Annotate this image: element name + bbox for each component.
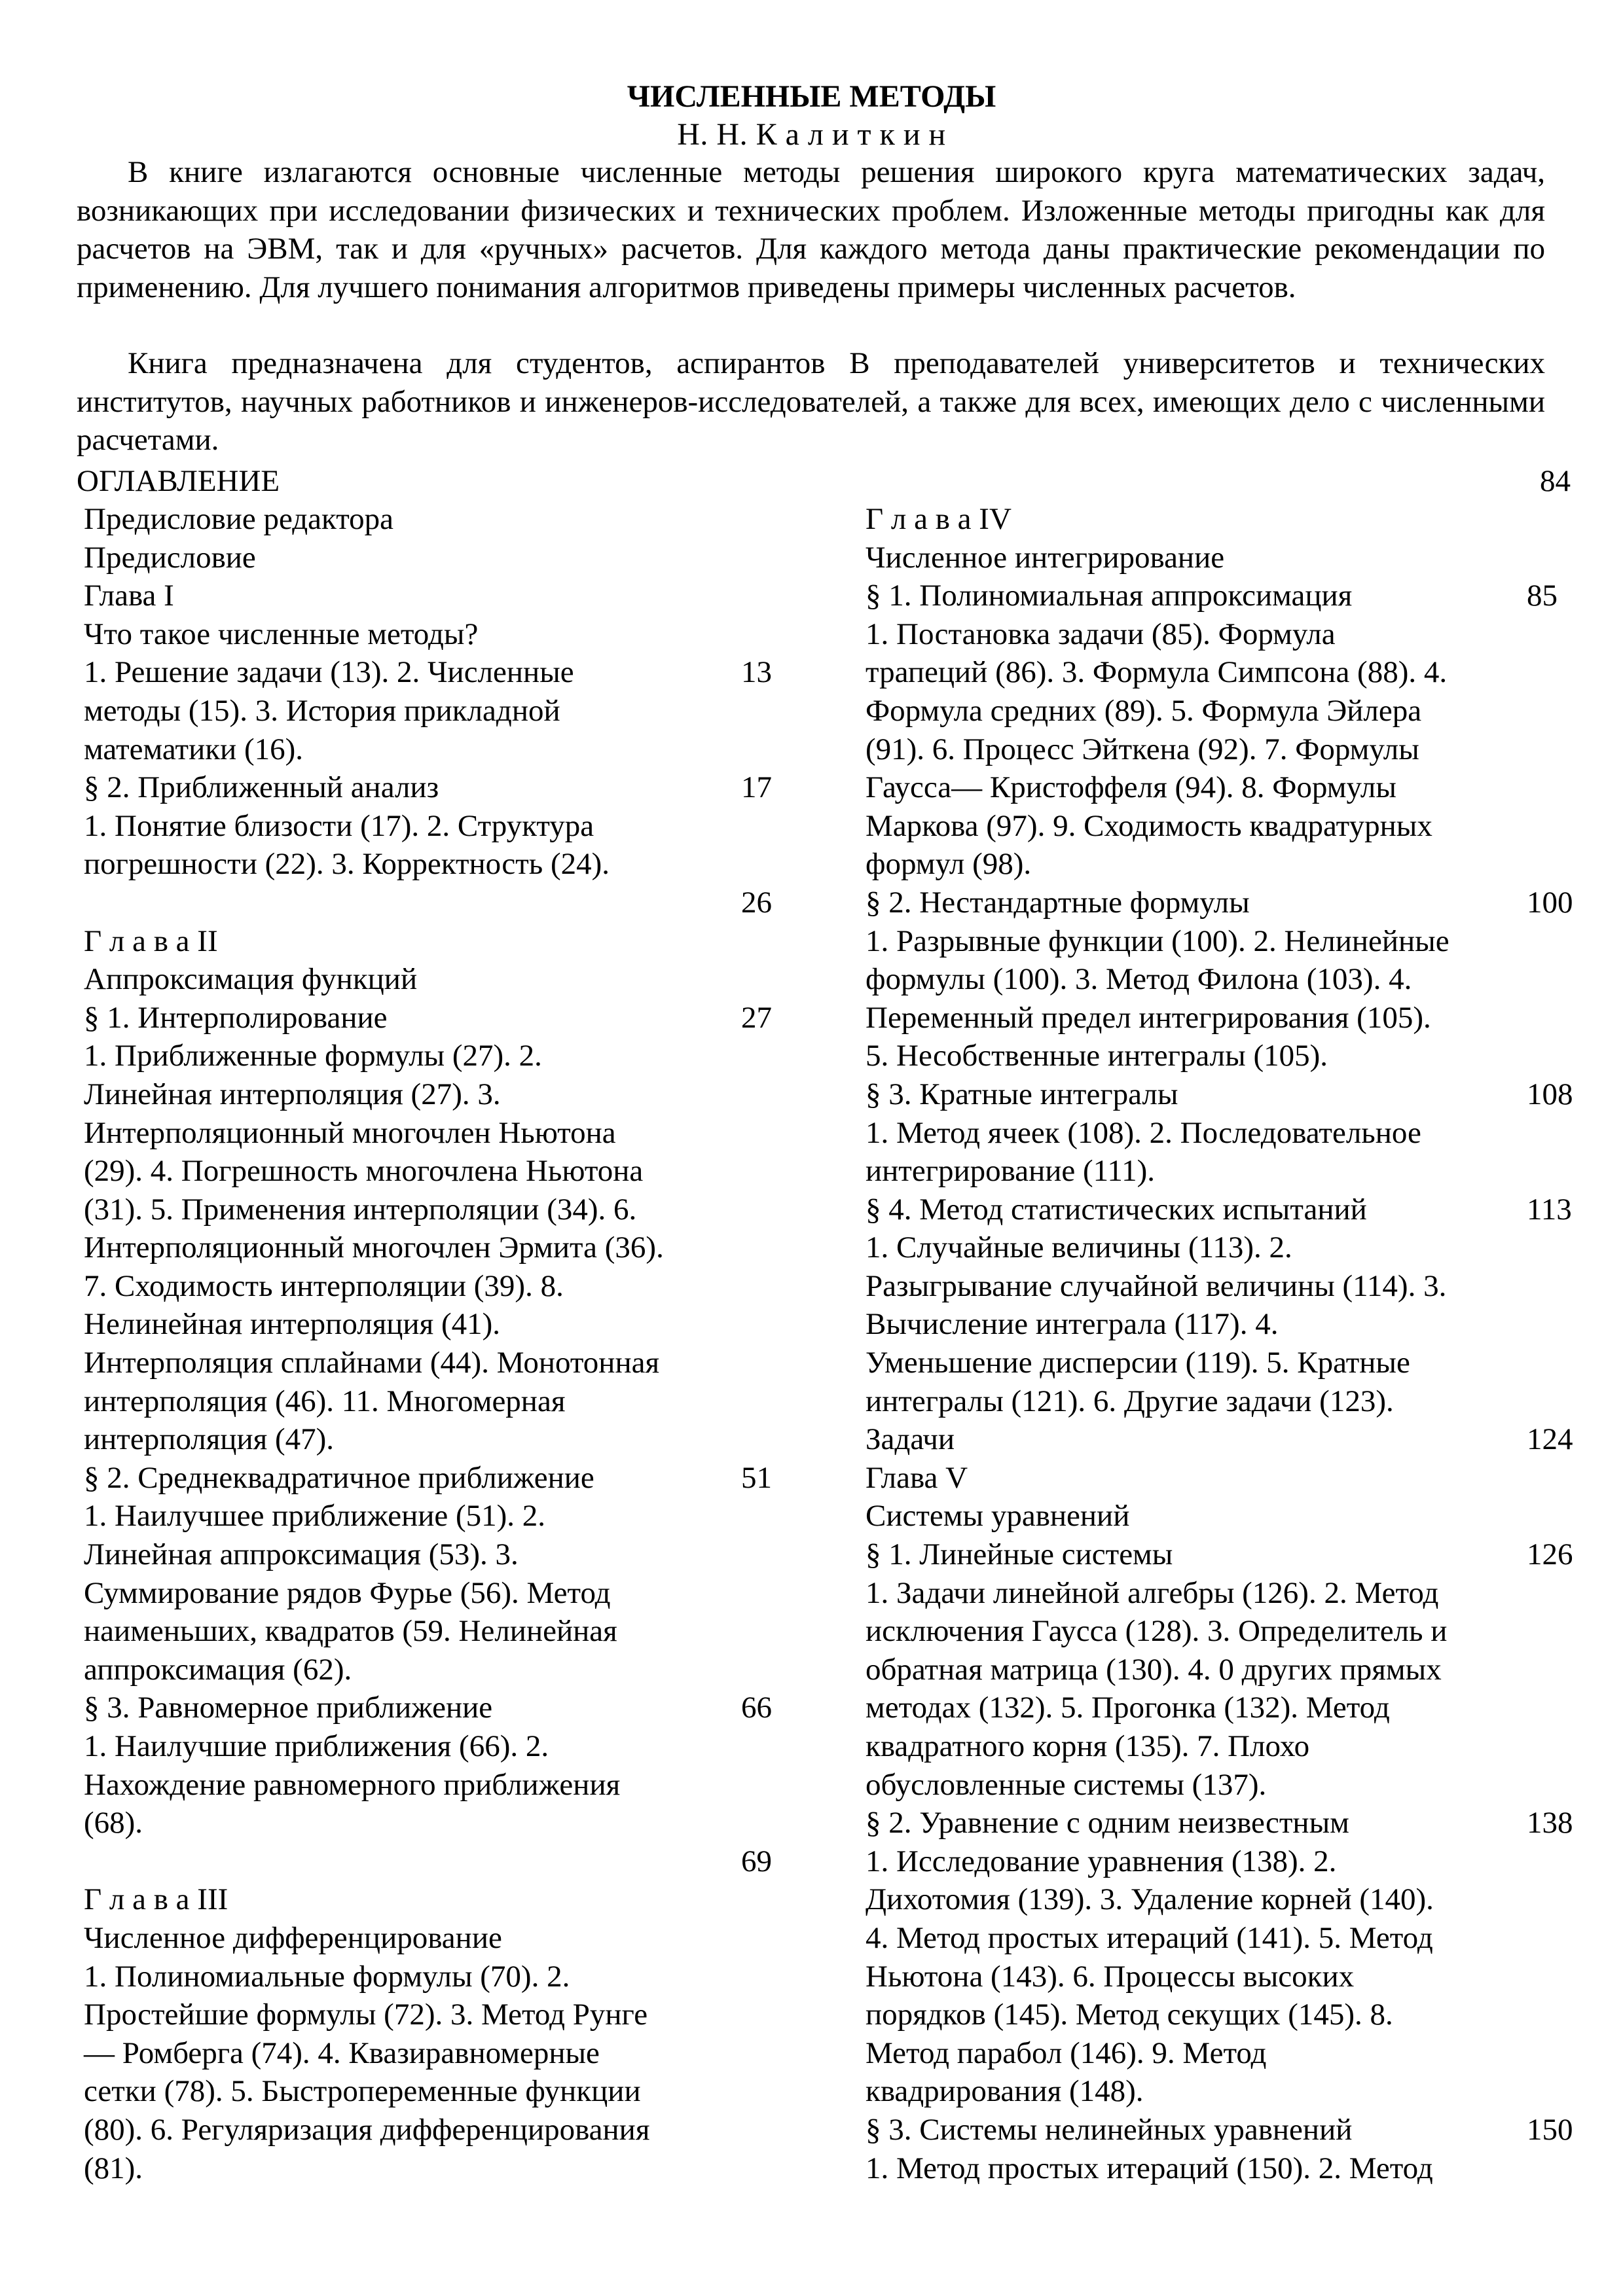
toc-right-column	[866, 500, 1573, 2187]
toc-entry-text: формулы (100). 3. Метод Филона (103). 4.	[866, 962, 1412, 997]
toc-entry-page: 126	[1527, 1537, 1573, 1572]
toc-entry-text: § 3. Кратные интегралы	[866, 1077, 1178, 1111]
toc-entry	[866, 845, 1573, 884]
toc-entry	[84, 1459, 778, 1498]
toc-entry	[84, 2149, 778, 2188]
toc-entry-text: погрешности (22). 3. Корректность (24).	[84, 847, 610, 882]
toc-entry-text: формул (98).	[866, 847, 1032, 882]
toc-entry-text: Метод парабол (146). 9. Метод	[866, 2036, 1267, 2070]
toc-entry	[84, 1497, 778, 1535]
toc-entry-text: Линейная аппроксимация (53). 3.	[84, 1537, 519, 1572]
toc-entry-text: § 2. Приближенный анализ	[84, 770, 439, 805]
toc-entry-text: § 3. Равномерное приближение	[84, 1691, 493, 1725]
toc-entry	[84, 807, 778, 846]
toc-entry-text: Нелинейная интерполяция (41).	[84, 1307, 500, 1342]
toc-entry	[866, 1344, 1573, 1382]
toc-entry-text: Переменный предел интегрирования (105).	[866, 1000, 1431, 1035]
toc-entry	[84, 1267, 778, 1306]
toc-entry	[866, 1766, 1573, 1804]
toc-entry	[84, 2072, 778, 2111]
toc-entry	[866, 577, 1573, 615]
toc-entry	[84, 999, 778, 1037]
toc-entry	[84, 500, 778, 539]
toc-entry	[84, 1535, 778, 1574]
toc-entry	[84, 730, 778, 769]
toc-entry-text: 1. Приближенные формулы (27). 2.	[84, 1039, 542, 1073]
toc-entry	[866, 500, 1573, 539]
toc-entry	[866, 1996, 1573, 2034]
toc-entry-text: интегралы (121). 6. Другие задачи (123).	[866, 1384, 1394, 1418]
toc-entry	[84, 1651, 778, 1689]
toc-entry-text: методы (15). 3. История прикладной	[84, 693, 560, 728]
toc-entry-text: 1. Полиномиальные формулы (70). 2.	[84, 1959, 570, 1994]
toc-entry-text: Формула средних (89). 5. Формула Эйлера	[866, 693, 1422, 728]
toc-entry	[866, 807, 1573, 846]
toc-entry	[866, 922, 1573, 961]
toc-entry-text: Г л а в а IV	[866, 502, 1012, 536]
toc-entry	[866, 1842, 1573, 1881]
abstract-paragraph: В книге излагаются основные численные методы решения широкого круга математических задач, возникающих при исследовании физических и технических проблем. Изложенные методы пригодны как для расчетов на ЭВМ, так и для «ручных» расчетов. Для каждого метода даны практические рекомендации по применению. Для лучшего понимания алгоритмов приведены примеры численных расчетов.	[77, 155, 1545, 304]
toc-entry-text: 1. Наилучшие приближения (66). 2.	[84, 1729, 549, 1763]
toc-entry	[84, 1420, 778, 1459]
toc-heading: ОГЛАВЛЕНИЕ	[77, 464, 280, 498]
toc-entry-text: § 2. Среднеквадратичное приближение	[84, 1460, 594, 1495]
toc-entry-text: Численное интегрирование	[866, 540, 1225, 575]
toc-entry	[84, 1152, 778, 1191]
toc-entry-text: Дихотомия (139). 3. Удаление корней (140).	[866, 1882, 1434, 1917]
toc-entry-text: обратная матрица (130). 4. 0 других прямых	[866, 1652, 1442, 1687]
toc-entry-text: 1. Разрывные функции (100). 2. Нелинейные	[866, 924, 1450, 958]
toc-entry-text: Аппроксимация функций	[84, 962, 418, 997]
toc-entry	[84, 845, 778, 884]
toc-entry-text: 1. Метод простых итераций (150). 2. Метод	[866, 2151, 1433, 2185]
toc-entry	[866, 1459, 1573, 1498]
toc-entry	[84, 1574, 778, 1613]
toc-entry-text: Вычисление интеграла (117). 4.	[866, 1307, 1279, 1342]
toc-entry	[84, 1114, 778, 1153]
toc-entry	[866, 730, 1573, 769]
toc-entry-page: 26	[741, 885, 772, 920]
toc-entry	[866, 615, 1573, 654]
abstract-paragraph: Книга предназначена для студентов, аспирантов В преподавателей университетов и технических институтов, научных работников и инженеров-исследователей, а также для всех, имеющих дело с численными расчетами.	[77, 346, 1545, 457]
toc-entry-text: аппроксимация (62).	[84, 1652, 352, 1687]
toc-entry-text: Глава I	[84, 579, 174, 613]
toc-entry-text: Интерполяция сплайнами (44). Монотонная	[84, 1346, 660, 1380]
toc-entry	[866, 1574, 1573, 1613]
toc-entry	[84, 2034, 778, 2073]
toc-entry	[84, 768, 778, 807]
toc-entry-text: 1. Задачи линейной алгебры (126). 2. Метод	[866, 1575, 1439, 1610]
toc-entry	[866, 1497, 1573, 1535]
toc-entry	[866, 1267, 1573, 1306]
toc-entry-text: интерполяция (47).	[84, 1422, 335, 1457]
toc-entry-page: 113	[1527, 1192, 1572, 1227]
toc-entry	[866, 1191, 1573, 1229]
toc-entry-text: Гаусса— Кристоффеля (94). 8. Формулы	[866, 770, 1396, 805]
toc-entry	[84, 1842, 778, 1881]
toc-entry	[866, 1804, 1573, 1842]
toc-entry-text: 5. Несобственные интегралы (105).	[866, 1039, 1328, 1073]
toc-entry	[84, 1344, 778, 1382]
toc-entry-text: 4. Метод простых итераций (141). 5. Метод	[866, 1920, 1433, 1955]
toc-entry-text: (80). 6. Регуляризация дифференцирования	[84, 2112, 650, 2147]
toc-entry-text: Численное дифференцирование	[84, 1920, 502, 1955]
toc-entry-text: порядков (145). Метод секущих (145). 8.	[866, 1998, 1393, 2032]
toc-entry	[84, 692, 778, 730]
toc-entry	[866, 1919, 1573, 1958]
toc-entry-text: § 4. Метод статистических испытаний	[866, 1192, 1367, 1227]
toc-entry-page: 17	[741, 770, 772, 805]
toc-entry	[866, 2111, 1573, 2149]
toc-entry	[84, 1919, 778, 1958]
toc-entry	[84, 1996, 778, 2034]
toc-entry	[866, 1152, 1573, 1191]
toc-entry-text: Г л а в а III	[84, 1882, 228, 1917]
toc-entry	[84, 884, 778, 922]
toc-entry	[866, 1651, 1573, 1689]
toc-entry	[84, 1727, 778, 1766]
toc-entry	[866, 2072, 1573, 2111]
toc-entry-text: § 2. Нестандартные формулы	[866, 885, 1250, 920]
toc-entry-text: исключения Гаусса (128). 3. Определитель и	[866, 1614, 1448, 1649]
toc-entry	[84, 1689, 778, 1727]
toc-entry	[866, 1037, 1573, 1075]
toc-entry-text: квадрирования (148).	[866, 2074, 1144, 2109]
toc-entry	[866, 2034, 1573, 2073]
toc-entry-text: Ньютона (143). 6. Процессы высоких	[866, 1959, 1355, 1994]
toc-entry-text: 1. Постановка задачи (85). Формула	[866, 617, 1336, 651]
toc-entry-text: обусловленные системы (137).	[866, 1767, 1267, 1802]
toc-entry	[866, 2149, 1573, 2188]
toc-entry	[84, 539, 778, 577]
toc-entry	[84, 2111, 778, 2149]
toc-entry	[84, 1612, 778, 1651]
toc-entry-text: § 1. Интерполирование	[84, 1000, 388, 1035]
toc-entry-text: 1. Понятие близости (17). 2. Структура	[84, 808, 594, 843]
toc-entry-text: Предисловие редактора	[84, 502, 394, 536]
toc-entry	[866, 1880, 1573, 1919]
book-title: ЧИСЛЕННЫЕ МЕТОДЫ	[627, 79, 996, 114]
toc-entry-text: Что такое численные методы?	[84, 617, 479, 651]
toc-entry-text: § 3. Системы нелинейных уравнений	[866, 2112, 1353, 2147]
toc-entry	[84, 1305, 778, 1344]
toc-entry	[866, 1075, 1573, 1114]
toc-entry	[84, 577, 778, 615]
toc-entry-page: 69	[741, 1844, 772, 1878]
toc-left-column	[84, 500, 778, 2187]
toc-entry-text: Г л а в а II	[84, 924, 218, 958]
toc-entry	[866, 653, 1573, 692]
toc-entry	[866, 1535, 1573, 1574]
toc-entry	[866, 768, 1573, 807]
toc-entry	[866, 692, 1573, 730]
toc-entry	[866, 539, 1573, 577]
toc-entry	[866, 1612, 1573, 1651]
toc-entry-text: 1. Метод ячеек (108). 2. Последовательное	[866, 1115, 1421, 1150]
toc-entry-text: (68).	[84, 1806, 143, 1840]
toc-entry	[84, 1958, 778, 1996]
toc-entry-text: 1. Случайные величины (113). 2.	[866, 1230, 1292, 1265]
toc-entry-text: (29). 4. Погрешность многочлена Ньютона	[84, 1154, 644, 1189]
toc-entry-text: Задачи	[866, 1422, 955, 1457]
toc-entry-text: 1. Исследование уравнения (138). 2.	[866, 1844, 1337, 1878]
toc-entry-text: § 1. Линейные системы	[866, 1537, 1173, 1572]
toc-entry-page: 13	[741, 655, 772, 690]
toc-entry	[84, 615, 778, 654]
toc-entry-text: Нахождение равномерного приближения	[84, 1767, 621, 1802]
toc-entry-text: (31). 5. Применения интерполяции (34). 6.	[84, 1192, 637, 1227]
toc-entry-page: 66	[741, 1691, 772, 1725]
toc-entry	[84, 653, 778, 692]
toc-entry	[84, 922, 778, 961]
toc-entry-text: Маркова (97). 9. Сходимость квадратурных	[866, 808, 1432, 843]
toc-entry	[84, 1766, 778, 1804]
toc-entry-text: Простейшие формулы (72). 3. Метод Рунге	[84, 1998, 648, 2032]
toc-entry-text: § 2. Уравнение с одним неизвестным	[866, 1806, 1349, 1840]
toc-entry	[84, 1382, 778, 1421]
toc-entry-text: наименьших, квадратов (59. Нелинейная	[84, 1614, 617, 1649]
toc-entry-page: 138	[1527, 1806, 1573, 1840]
toc-entry	[866, 1958, 1573, 1996]
book-author: Н. Н. К а л и т к и н	[677, 117, 946, 152]
toc-entry-text: 1. Решение задачи (13). 2. Численные	[84, 655, 574, 690]
toc-entry-text: методах (132). 5. Прогонка (132). Метод	[866, 1691, 1390, 1725]
toc-entry-text: (81).	[84, 2151, 143, 2185]
toc-entry	[866, 1229, 1573, 1267]
toc-entry-text: 7. Сходимость интерполяции (39). 8.	[84, 1268, 564, 1303]
toc-entry-page: 150	[1527, 2112, 1573, 2147]
toc-entry-text: Разыгрывание случайной величины (114). 3.	[866, 1268, 1447, 1303]
toc-entry	[84, 960, 778, 999]
toc-entry-page: 85	[1527, 579, 1558, 613]
toc-entry-text: Линейная интерполяция (27). 3.	[84, 1077, 501, 1111]
toc-entry	[84, 1804, 778, 1842]
toc-entry	[84, 1037, 778, 1075]
toc-entry-text: квадратного корня (135). 7. Плохо	[866, 1729, 1310, 1763]
toc-entry-page: 108	[1527, 1077, 1573, 1111]
toc-entry-text: интерполяция (46). 11. Многомерная	[84, 1384, 566, 1418]
toc-entry-text: математики (16).	[84, 732, 304, 766]
toc-entry	[866, 1382, 1573, 1421]
toc-entry	[866, 884, 1573, 922]
toc-entry	[84, 1191, 778, 1229]
toc-entry	[84, 1075, 778, 1114]
toc-entry-text: Системы уравнений	[866, 1499, 1130, 1534]
toc-entry-text: трапеций (86). 3. Формула Симпсона (88). 4.	[866, 655, 1448, 690]
toc-entry-text: (91). 6. Процесс Эйткена (92). 7. Формулы	[866, 732, 1419, 766]
toc-entry	[866, 999, 1573, 1037]
toc-entry-page: 51	[741, 1460, 772, 1495]
toc-entry-text: Предисловие	[84, 540, 256, 575]
toc-entry-text: 1. Наилучшее приближение (51). 2.	[84, 1499, 546, 1534]
toc-entry-text: § 1. Полиномиальная аппроксимация	[866, 579, 1353, 613]
toc-entry-text: Суммирование рядов Фурье (56). Метод	[84, 1575, 611, 1610]
toc-entry	[866, 1689, 1573, 1727]
toc-entry	[866, 1727, 1573, 1766]
toc-entry-page: 27	[741, 1000, 772, 1035]
toc-heading-page: 84	[1540, 464, 1571, 498]
toc-entry	[866, 1305, 1573, 1344]
toc-entry	[866, 1114, 1573, 1153]
toc-entry	[866, 960, 1573, 999]
toc-entry-text: — Ромберга (74). 4. Квазиравномерные	[84, 2036, 600, 2070]
toc-entry-page: 124	[1527, 1422, 1573, 1457]
toc-entry	[84, 1229, 778, 1267]
toc-entry-text: Уменьшение дисперсии (119). 5. Кратные	[866, 1346, 1410, 1380]
toc-entry	[866, 1420, 1573, 1459]
toc-entry-page: 100	[1527, 885, 1573, 920]
toc-entry-text: Глава V	[866, 1460, 968, 1495]
toc-entry	[84, 1880, 778, 1919]
toc-entry-text: Интерполяционный многочлен Эрмита (36).	[84, 1230, 664, 1265]
toc-entry-text: интегрирование (111).	[866, 1154, 1156, 1189]
toc-entry-text: сетки (78). 5. Быстропеременные функции	[84, 2074, 641, 2109]
toc-entry-text: Интерполяционный многочлен Ньютона	[84, 1115, 616, 1150]
